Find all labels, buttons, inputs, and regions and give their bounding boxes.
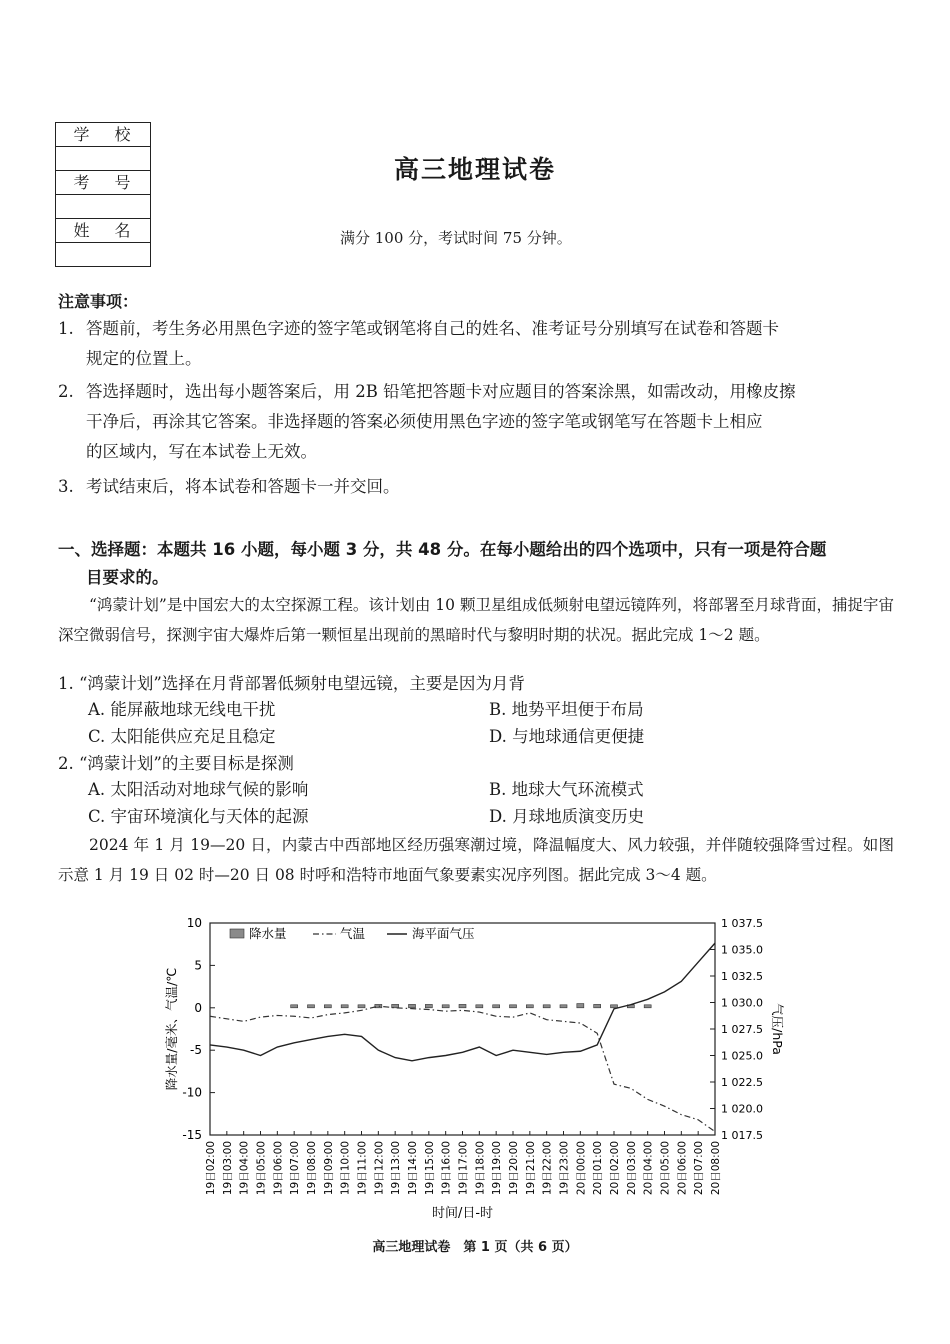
note-item xyxy=(58,472,898,502)
x-axis-tick-label: 19日13:00 xyxy=(390,1141,403,1196)
note-number: 1. xyxy=(58,319,74,338)
option-d[interactable]: D. 与地球通信更便捷 xyxy=(489,727,645,746)
option-c[interactable]: C. 太阳能供应充足且稳定 xyxy=(88,727,276,746)
right-axis-title: 气压/hPa xyxy=(770,1003,785,1055)
left-axis-tick-label: 0 xyxy=(194,1000,202,1015)
precipitation-bar xyxy=(611,1005,618,1008)
x-axis-tick-label: 19日08:00 xyxy=(306,1141,318,1196)
exam-number-field[interactable] xyxy=(56,195,150,219)
page-footer: 高三地理试卷 第 1 页（共 6 页） xyxy=(372,1240,578,1255)
note-text: 答选择题时，选出每小题答案后，用 2B 铅笔把答题卡对应题目的答案涂黑，如需改动，用橡皮擦 xyxy=(86,382,796,401)
page-title: 高三地理试卷 xyxy=(393,155,556,184)
x-axis-tick-label: 19日14:00 xyxy=(407,1141,419,1196)
notes-title: 注意事项： xyxy=(58,292,139,311)
note-text: 答题前，考生务必用黑色字迹的签字笔或钢笔将自己的姓名、准考证号分别填写在试卷和答题卡 xyxy=(86,319,779,338)
x-axis-tick-label: 20日04:00 xyxy=(642,1141,655,1196)
precipitation-bar xyxy=(459,1004,466,1007)
x-axis-tick-label: 20日07:00 xyxy=(693,1141,706,1196)
section-heading xyxy=(58,536,898,592)
x-axis-tick-label: 19日20:00 xyxy=(508,1141,520,1196)
x-axis-tick-label: 19日04:00 xyxy=(238,1141,251,1196)
x-axis-tick-label: 19日22:00 xyxy=(541,1141,554,1196)
left-axis-tick-label: -5 xyxy=(190,1043,202,1058)
passage-1: “鸿蒙计划”是中国宏大的太空探源工程。该计划由 10 颗卫星组成低频射电望远镜阵列，将部署至月球背面，捕捉宇宙深空微弱信号，探测宇宙大爆炸后第一颗恒星出现前的黑暗时代与黎明时期的状况。据此完成 1～2 题。 xyxy=(58,596,894,644)
x-axis-tick-label: 19日11:00 xyxy=(356,1141,369,1196)
precipitation-bar xyxy=(560,1005,567,1008)
x-axis-tick-label: 19日05:00 xyxy=(255,1141,268,1196)
x-axis-tick-label: 20日01:00 xyxy=(592,1141,605,1196)
x-axis-tick-label: 19日19:00 xyxy=(491,1141,504,1196)
option-c[interactable]: C. 宇宙环境演化与天体的起源 xyxy=(88,807,309,826)
right-axis-tick-label: 1 022.5 xyxy=(721,1076,763,1089)
question-stem: 2. “鸿蒙计划”的主要目标是探测 xyxy=(58,754,294,773)
option-a[interactable]: A. 能屏蔽地球无线电干扰 xyxy=(88,700,276,719)
note-text: 规定的位置上。 xyxy=(86,349,202,368)
option-d[interactable]: D. 月球地质演变历史 xyxy=(489,807,645,826)
note-number: 2. xyxy=(58,382,74,401)
legend-pressure-label: 海平面气压 xyxy=(412,926,475,941)
temperature-line xyxy=(210,1006,715,1132)
x-axis-tick-label: 19日21:00 xyxy=(524,1141,537,1196)
right-axis-tick-label: 1 027.5 xyxy=(721,1023,763,1036)
option-a[interactable]: A. 太阳活动对地球气候的影响 xyxy=(88,780,309,799)
student-info-box xyxy=(55,122,151,267)
left-axis-tick-label: 5 xyxy=(194,958,202,973)
x-axis-tick-label: 19日12:00 xyxy=(373,1141,386,1196)
name-field[interactable] xyxy=(56,243,150,266)
precipitation-bar xyxy=(526,1005,533,1008)
right-axis-tick-label: 1 035.0 xyxy=(721,943,763,957)
question-stem: 1. “鸿蒙计划”选择在月背部署低频射电望远镜，主要是因为月背 xyxy=(58,674,525,693)
right-axis-tick-label: 1 020.0 xyxy=(721,1102,763,1116)
precipitation-bar xyxy=(442,1005,449,1008)
left-axis-tick-label: -10 xyxy=(182,1085,202,1100)
left-axis-tick-label: 10 xyxy=(186,916,202,930)
precipitation-bar xyxy=(543,1005,550,1008)
note-text: 干净后，再涂其它答案。非选择题的答案必须使用黑色字迹的签字笔或钢笔写在答题卡上相应 xyxy=(86,412,763,431)
x-axis-tick-label: 19日06:00 xyxy=(272,1141,285,1196)
right-axis-tick-label: 1 032.5 xyxy=(721,970,763,983)
right-axis-tick-label: 1 017.5 xyxy=(721,1129,763,1142)
note-item xyxy=(58,314,898,374)
page-subtitle: 满分 100 分，考试时间 75 分钟。 xyxy=(340,229,572,247)
x-axis-tick-label: 19日15:00 xyxy=(423,1141,436,1196)
x-axis-tick-label: 19日02:00 xyxy=(205,1141,217,1196)
plot-frame xyxy=(210,923,715,1135)
passage-2: 2024 年 1 月 19—20 日，内蒙古中西部地区经历强寒潮过境，降温幅度大、风力较强，并伴随较强降雪过程。如图示意 1 月 19 日 02 时—20 日 08 时呼和浩特市地面气象要素实况序列图。据此完成 3～4 题。 xyxy=(58,836,894,884)
precipitation-bar xyxy=(493,1005,500,1008)
x-axis-tick-label: 19日18:00 xyxy=(474,1141,487,1196)
x-axis-tick-label: 19日03:00 xyxy=(221,1141,234,1196)
precipitation-bar xyxy=(324,1005,331,1008)
option-b[interactable]: B. 地势平坦便于布局 xyxy=(489,700,644,719)
x-axis-tick-label: 19日17:00 xyxy=(457,1141,470,1196)
precipitation-bar xyxy=(341,1005,348,1008)
x-axis-tick-label: 20日00:00 xyxy=(575,1141,588,1196)
precipitation-bar xyxy=(577,1004,584,1008)
precipitation-bar xyxy=(644,1005,651,1008)
school-label: 学 校 xyxy=(56,123,150,147)
weather-chart xyxy=(150,905,790,1225)
exam-number-label: 考 号 xyxy=(56,171,150,195)
x-axis-tick-label: 20日06:00 xyxy=(676,1141,689,1196)
legend-precipitation-label: 降水量 xyxy=(249,926,287,941)
legend-precipitation-swatch xyxy=(230,929,244,938)
right-axis-tick-label: 1 025.0 xyxy=(721,1049,763,1063)
pressure-line xyxy=(210,943,715,1061)
x-axis-title: 时间/日-时 xyxy=(431,1206,494,1221)
section-heading-line: 一、选择题：本题共 16 小题，每小题 3 分，共 48 分。在每小题给出的四个选项中，只有一项是符合题 xyxy=(58,540,827,559)
name-label: 姓 名 xyxy=(56,219,150,243)
x-axis-tick-label: 20日08:00 xyxy=(710,1141,722,1196)
note-text: 的区域内，写在本试卷上无效。 xyxy=(86,442,317,461)
precipitation-bar xyxy=(409,1004,416,1007)
precipitation-bar xyxy=(476,1005,483,1008)
left-axis-title: 降水量/毫米、气温/℃ xyxy=(164,967,179,1091)
x-axis-tick-label: 19日16:00 xyxy=(440,1141,453,1196)
x-axis-tick-label: 19日07:00 xyxy=(289,1141,302,1196)
note-number: 3. xyxy=(58,477,74,496)
x-axis-tick-label: 20日05:00 xyxy=(659,1141,672,1196)
x-axis-tick-label: 20日02:00 xyxy=(609,1141,621,1196)
note-item xyxy=(58,377,898,467)
precipitation-bar xyxy=(291,1005,298,1008)
precipitation-bar xyxy=(425,1004,432,1007)
x-axis-tick-label: 20日03:00 xyxy=(625,1141,638,1196)
right-axis-tick-label: 1 037.5 xyxy=(721,917,763,930)
left-axis-tick-label: -15 xyxy=(182,1128,202,1142)
section-heading-line: 目要求的。 xyxy=(86,568,169,587)
x-axis-tick-label: 19日09:00 xyxy=(322,1141,335,1196)
x-axis-tick-label: 19日23:00 xyxy=(558,1141,571,1196)
right-axis-tick-label: 1 030.0 xyxy=(721,996,763,1010)
precipitation-bar xyxy=(358,1005,365,1008)
precipitation-bar xyxy=(510,1005,517,1008)
legend-temperature-label: 气温 xyxy=(340,926,366,941)
option-b[interactable]: B. 地球大气环流模式 xyxy=(489,780,644,799)
precipitation-bar xyxy=(308,1005,315,1008)
x-axis-tick-label: 19日10:00 xyxy=(339,1141,352,1196)
note-text: 考试结束后，将本试卷和答题卡一并交回。 xyxy=(86,477,400,496)
precipitation-bar xyxy=(594,1004,601,1007)
